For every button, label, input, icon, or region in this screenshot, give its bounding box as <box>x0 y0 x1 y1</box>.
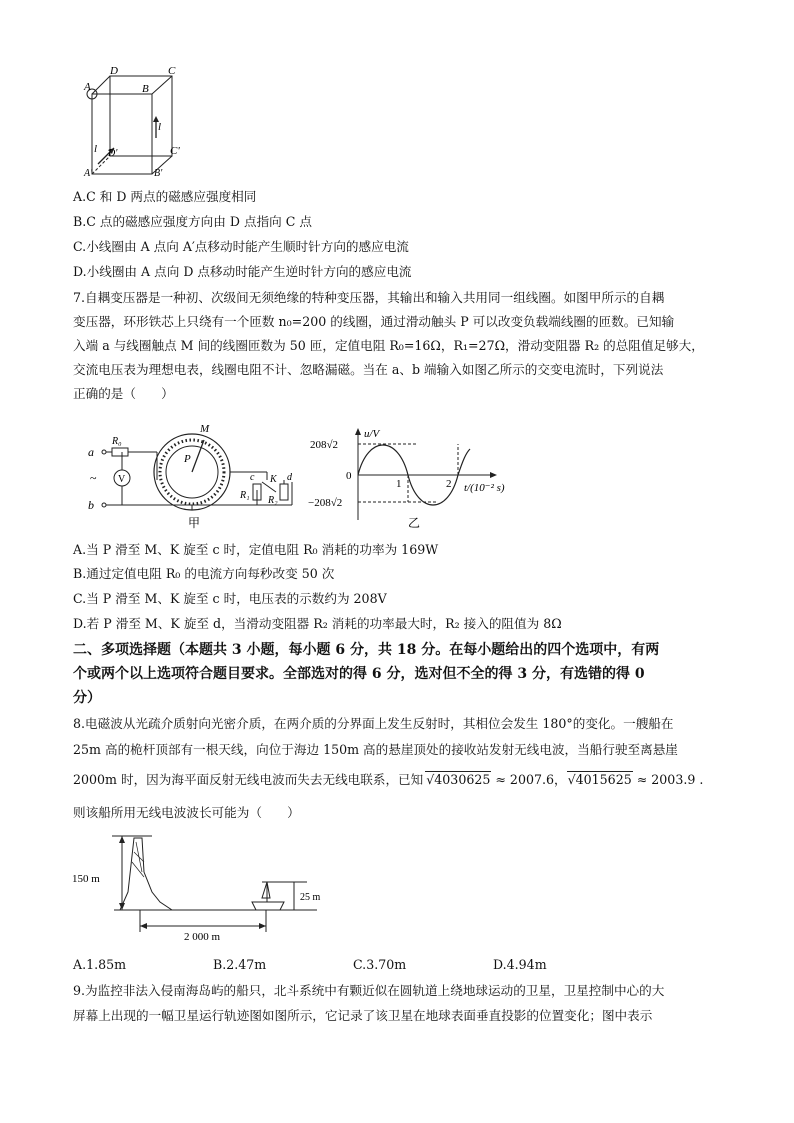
svg-text:b: b <box>88 498 94 512</box>
svg-text:R₁: R₁ <box>240 490 250 501</box>
q8-option-b: B.2.47m <box>213 957 267 972</box>
q7-option-a: A.当 P 滑至 M、K 旋至 c 时，定值电阻 R₀ 消耗的功率为 169W <box>73 542 439 557</box>
q6-option-c: C.小线圈由 A 点向 A′点移动时能产生顺时针方向的感应电流 <box>73 239 409 254</box>
svg-text:25 m: 25 m <box>300 892 321 903</box>
q8-stem-line: 2000m 时，因为海平面反射无线电波而失去无线电联系，已知 √4030625 ≈ 2007.6，√4015625 ≈ 2003.9 . <box>73 772 704 787</box>
svg-text:a: a <box>88 445 94 459</box>
svg-text:甲: 甲 <box>188 516 201 530</box>
q7-option-b: B.通过定值电阻 R₀ 的电流方向每秒改变 50 次 <box>73 566 335 581</box>
svg-text:D: D <box>110 65 118 77</box>
svg-text:R₀: R₀ <box>112 436 122 447</box>
q8-option-c: C.3.70m <box>353 957 407 972</box>
resistor-r0 <box>112 448 128 456</box>
svg-text:A: A <box>84 81 91 93</box>
svg-text:R₂: R₂ <box>268 495 278 506</box>
q7-option-d: D.若 P 滑至 M、K 旋至 d，当滑动变阻器 R₂ 消耗的功率最大时，R₂ 接入的阻值为 8Ω <box>73 616 562 631</box>
cliff-figure <box>72 832 332 944</box>
q7-stem-line: 变压器，环形铁芯上只绕有一个匝数 n₀=200 的线圈，通过滑动触头 P 可以改变负载端线圈的匝数。已知输 <box>73 314 675 329</box>
q8-option-a: A.1.85m <box>73 957 127 972</box>
section-2-heading: 个或两个以上选项符合题目要求。全部选对的得 6 分，选对但不全的得 3 分，有选错的得 0 <box>73 666 645 682</box>
svg-text:K: K <box>270 474 277 485</box>
q7-stem-line: 入端 a 与线圈触点 M 间的线圈匝数为 50 匝，定值电阻 R₀=16Ω，R₁=27Ω，滑动变阻器 R₂ 的总阻值足够大， <box>73 338 704 353</box>
q6-option-a: A.C 和 D 两点的磁感应强度相同 <box>73 189 257 204</box>
svg-text:t/(10⁻² s): t/(10⁻² s) <box>464 482 505 494</box>
svg-text:~: ~ <box>90 471 97 485</box>
q7-stem-line: 正确的是（ ） <box>73 386 174 401</box>
svg-text:B': B' <box>154 168 163 179</box>
q6-option-d: D.小线圈由 A 点向 D 点移动时能产生逆时针方向的感应电流 <box>73 264 412 279</box>
resistor-r2 <box>280 484 288 500</box>
svg-text:D': D' <box>108 148 118 159</box>
svg-text:208√2: 208√2 <box>310 439 339 451</box>
svg-text:l: l <box>94 143 98 155</box>
svg-text:−208√2: −208√2 <box>308 497 343 509</box>
svg-text:d: d <box>287 472 292 483</box>
svg-text:C: C <box>168 65 176 77</box>
q7-stem-line: 交流电压表为理想电表，线圈电阻不计、忽略漏磁。当在 a、b 端输入如图乙所示的交变电流时，下列说法 <box>73 362 664 377</box>
ship-hull <box>252 902 284 910</box>
q6-option-b: B.C 点的磁感应强度方向由 D 点指向 C 点 <box>73 214 312 229</box>
svg-text:c: c <box>250 472 255 483</box>
cube-figure <box>80 64 190 179</box>
svg-text:M: M <box>200 423 210 435</box>
svg-text:B: B <box>142 83 149 95</box>
circuit-figure <box>82 410 307 535</box>
q7-option-c: C.当 P 滑至 M、K 旋至 c 时，电压表的示数约为 208V <box>73 591 387 606</box>
waveform-figure <box>308 425 528 537</box>
q8-stem-line: 则该船所用无线电波波长可能为（ ） <box>73 805 300 820</box>
svg-text:u/V: u/V <box>364 428 380 440</box>
q9-stem-line: 9.为监控非法入侵南海岛屿的船只，北斗系统中有颗近似在圆轨道上绕地球运动的卫星，卫星控制中心的大 <box>73 983 665 998</box>
cliff-shape <box>120 838 172 910</box>
svg-text:A': A' <box>84 168 93 179</box>
q8-stem-line: 25m 高的桅杆顶部有一根天线，向位于海边 150m 高的悬崖顶处的接收站发射无线电波，当船行驶至离悬崖 <box>73 742 678 757</box>
svg-text:乙: 乙 <box>408 516 421 530</box>
svg-text:P: P <box>184 453 191 465</box>
section-2-heading: 二、多项选择题（本题共 3 小题，每小题 6 分，共 18 分。在每小题给出的四个选项中，有两 <box>73 642 660 658</box>
svg-text:C': C' <box>170 145 180 157</box>
svg-text:0: 0 <box>346 470 352 482</box>
svg-text:2 000 m: 2 000 m <box>184 931 221 943</box>
q9-stem-line: 屏幕上出现的一幅卫星运行轨迹图如图所示，它记录了该卫星在地球表面垂直投影的位置变化；图中表示 <box>73 1008 653 1023</box>
cube-front-face <box>92 94 152 174</box>
svg-text:V: V <box>118 474 126 485</box>
q8-option-d: D.4.94m <box>493 957 547 972</box>
cube-back-face <box>110 76 172 156</box>
q8-stem-line: 8.电磁波从光疏介质射向光密介质，在两介质的分界面上发生反射时，其相位会发生 180°的变化。一艘船在 <box>73 716 674 731</box>
svg-text:1: 1 <box>396 478 402 490</box>
svg-text:2: 2 <box>446 478 452 490</box>
svg-text:150 m: 150 m <box>72 873 100 885</box>
svg-text:l: l <box>158 121 162 133</box>
section-2-heading: 分） <box>73 690 101 706</box>
q7-stem-line: 7.自耦变压器是一种初、次级间无须绝缘的特种变压器，其输出和输入共用同一组线圈。如图甲所示的自耦 <box>73 290 665 305</box>
